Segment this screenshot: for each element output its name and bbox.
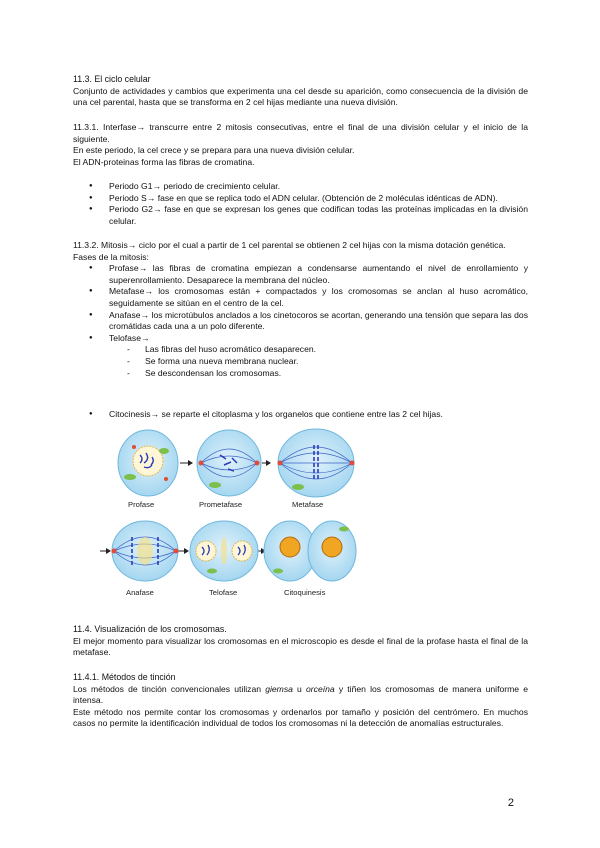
section-11-4-title: 11.4. Visualización de los cromosomas.: [73, 624, 227, 634]
section-11-3-2: [73, 240, 528, 379]
interfase-periods-list: [73, 181, 528, 227]
profase-cell: [118, 430, 178, 496]
interfase-definition: 11.3.1. Interfase→ transcurre entre 2 mitosis consecutivas, entre el final de una división celular y el inicio de la siguiente.: [73, 122, 528, 144]
telofase-cell: [190, 521, 258, 581]
list-item: ● Anafase→ los microtúbulos anclados a los cinetocoros se acortan, generando una tensión que separa las dos cromátidas cada una a un polo diferente.: [73, 310, 528, 333]
section-11-4: [73, 624, 528, 659]
staining-methods-text: Los métodos de tinción convencionales utilizan giemsa u orceína y tiñen los cromosomas de manera uniforme e intensa.: [73, 683, 528, 706]
interfase-growth: En este periodo, la cel crece y se prepara para una nueva división celular.: [73, 145, 355, 156]
mitosis-definition: 11.3.2. Mitosis→ ciclo por el cual a partir de 1 cel parental se obtienen 2 cel hijas con la misma dotación genética.: [73, 240, 506, 250]
caption-citoquinesis: Citoquinesis: [284, 588, 326, 597]
list-item: ● Periodo G1→ periodo de crecimiento celular.: [73, 181, 528, 193]
caption-prometafase: Prometafase: [199, 500, 243, 509]
caption-profase: Profase: [128, 500, 155, 509]
section-11-4-text: El mejor momento para visualizar los cromosomas en el microscopio es desde el final de la profase hasta el final de la metafase.: [73, 635, 528, 658]
list-item: ● Telofase→: [73, 333, 528, 345]
telofase-item: - Se forma una nueva membrana nuclear.: [73, 356, 528, 368]
anafase-cell: [112, 521, 179, 581]
citocinesis-item: [73, 409, 528, 421]
staining-methods-text-2: Este método nos permite contar los cromosomas y ordenarlos por tamaño y posición del centrómero. En muchos casos no permite la identificación individual de todos los cromosomas ni la detección de anomalías estructurales.: [73, 706, 528, 729]
list-item: ● Citocinesis→ se reparte el citoplasma y los organelos que contiene entre las 2 cel hijas.: [73, 409, 528, 421]
telofase-item: - Las fibras del huso acromático desaparecen.: [73, 344, 528, 356]
caption-telofase: Telofase: [209, 588, 238, 597]
list-item: ● Periodo G2→ fase en que se expresan los genes que codifican todas las proteínas implicadas en la división celular.: [73, 204, 528, 227]
mitosis-phases-label: Fases de la mitosis:: [73, 251, 149, 262]
list-item: ● Profase→ las fibras de cromatina empiezan a condensarse aumentando el nivel de enrollamiento y superenrollamiento. Desaparece la membrana del núcleo.: [73, 263, 528, 286]
list-item: ● Periodo S→ fase en que se replica todo el ADN celular. (Obtención de 2 moléculas idénticas de ADN).: [73, 193, 528, 205]
page-number: 2: [507, 797, 514, 809]
caption-anafase: Anafase: [126, 588, 154, 597]
section-11-3-1: [73, 122, 528, 168]
list-item: ● Metafase→ los cromosomas están + compactados y los cromosomas se anclan al huso acromático, seguidamente se sitúan en el centro de la cel.: [73, 286, 528, 309]
section-11-3-title: 11.3. El ciclo celular: [73, 74, 151, 84]
stain-giemsa: giemsa: [265, 683, 293, 694]
interfase-chromatin: El ADN-proteinas forma las fibras de cromatina.: [73, 156, 255, 167]
section-11-4-1: [73, 672, 528, 730]
section-11-3: [73, 74, 528, 109]
caption-metafase: Metafase: [292, 500, 324, 509]
prometafase-cell: [197, 430, 261, 496]
telofase-item: - Se descondensan los cromosomas.: [73, 368, 528, 380]
citoquinesis-cells: [264, 521, 356, 581]
mitosis-figure: [100, 425, 360, 600]
section-11-3-text: Conjunto de actividades y cambios que experimenta una cel desde su aparición, como consecuencia de la división de una cel parental, hasta que se transforma en 2 cel hijas mediante una nueva división.: [73, 85, 528, 108]
metafase-cell: [278, 429, 355, 497]
stain-orceina: orceína: [306, 683, 335, 694]
section-11-4-1-title: 11.4.1. Métodos de tinción: [73, 672, 176, 682]
